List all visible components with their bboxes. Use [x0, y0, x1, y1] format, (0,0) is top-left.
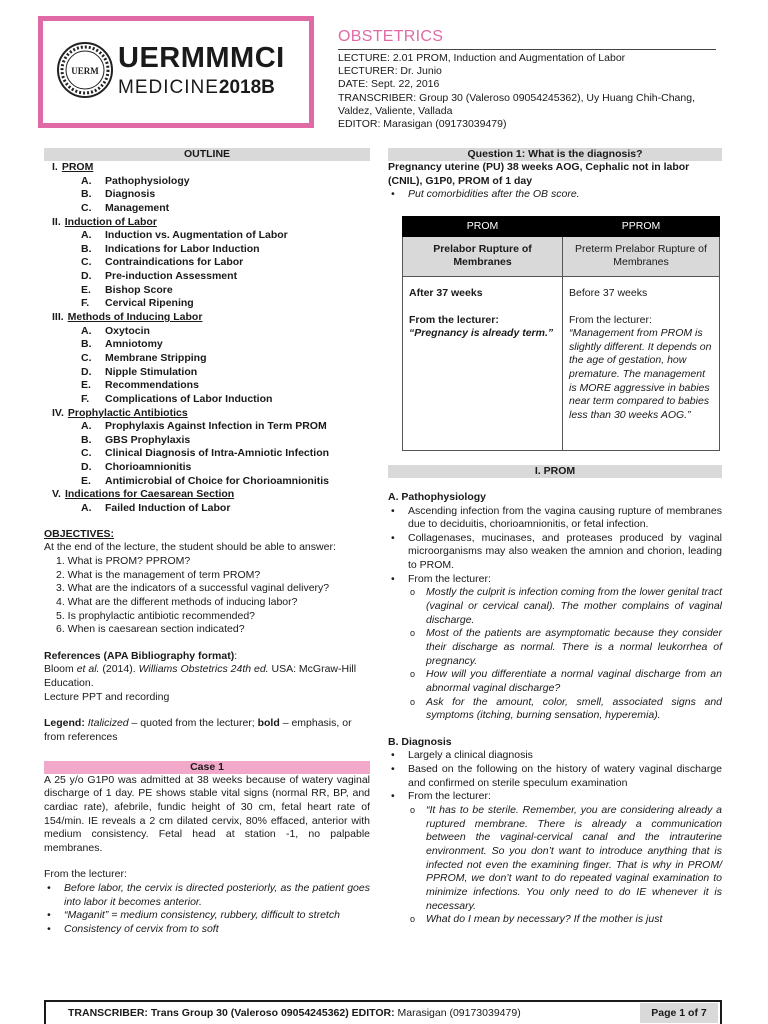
prom-heading: I. PROM: [388, 465, 722, 478]
outline-item-letter: A.: [81, 502, 92, 515]
outline-item-label: Amniotomy: [105, 338, 163, 351]
outline-item: [52, 338, 370, 352]
patho-subbullet: o Most of the patients are asymptomatic because they consider their discharge as normal. There is a normal leukorrhea of pregnancy.: [388, 627, 722, 668]
pprom-from-lecturer: From the lecturer:: [569, 313, 652, 326]
outline-section: [52, 216, 370, 230]
outline-item: [52, 270, 370, 284]
outline-item-letter: E.: [81, 474, 91, 487]
outline-item-label: Oxytocin: [105, 324, 150, 337]
diagnosis-heading: B. Diagnosis: [388, 735, 452, 748]
page-number: Page 1 of 7: [640, 1003, 718, 1023]
outline-section-title: Methods of Inducing Labor: [67, 311, 203, 324]
date-line: DATE: Sept. 22, 2016: [338, 78, 440, 91]
outline-item: [52, 475, 370, 489]
outline-item-letter: F.: [81, 297, 90, 310]
objectives-heading: OBJECTIVES:: [44, 527, 115, 540]
case-from-lecturer: From the lecturer:: [44, 868, 127, 881]
outline-item-letter: D.: [81, 461, 92, 474]
outline-item-label: Recommendations: [105, 379, 199, 392]
question-heading: Question 1: What is the diagnosis?: [388, 148, 722, 161]
pathophysiology-heading: A. Pathophysiology: [388, 490, 487, 503]
outline-item-label: Nipple Stimulation: [105, 365, 198, 378]
outline-item-letter: C.: [81, 201, 92, 214]
outline-item-letter: D.: [81, 270, 92, 283]
case-bullet: • Before labor, the cervix is directed posteriorly, as the patient goes into labor it becomes anterior.: [44, 882, 370, 909]
outline-item-letter: A.: [81, 174, 92, 187]
outline-section-title: Induction of Labor: [64, 215, 157, 228]
table-cell: Prelabor Rupture of Membranes: [403, 236, 563, 276]
left-column: [44, 148, 370, 937]
outline-item-label: Contraindications for Labor: [105, 256, 244, 269]
outline-item-letter: A.: [81, 420, 92, 433]
outline-heading: OUTLINE: [44, 148, 370, 161]
outline-section: [52, 161, 370, 175]
outline-item-letter: B.: [81, 433, 92, 446]
university-seal-icon: [56, 30, 114, 110]
outline-item-letter: A.: [81, 324, 92, 337]
brand-subtitle: MEDICINE2018B: [118, 77, 275, 98]
outline-item-label: Management: [105, 201, 170, 214]
outline-item: [52, 243, 370, 257]
case-bullet: • “Maganit” = medium consistency, rubbery, difficult to stretch: [44, 909, 370, 923]
patho-subbullet: o Mostly the culprit is infection coming from the lower genital tract (vaginal or cervical canal). The mother complains of vaginal discharge.: [388, 586, 722, 627]
objectives-list: [44, 555, 370, 637]
outline-item: [52, 202, 370, 216]
patho-bullet: • Ascending infection from the vagina causing rupture of membranes due to deciduitis, chorioamnionitis, or fetal infection.: [388, 505, 722, 532]
outline-item-label: Induction vs. Augmentation of Labor: [105, 229, 288, 242]
outline-item-label: Clinical Diagnosis of Intra-Amniotic Infection: [105, 447, 330, 460]
outline-section-number: III.: [52, 311, 64, 324]
outline-item-label: Bishop Score: [105, 283, 173, 296]
diagnosis-subbullet: o What do I mean by necessary? If the mother is just: [388, 913, 722, 927]
outline-item-letter: D.: [81, 365, 92, 378]
objective-item: 6. When is caesarean section indicated?: [56, 623, 245, 636]
outline-item-letter: C.: [81, 447, 92, 460]
outline-item: [52, 461, 370, 475]
diagnosis-bullet: • From the lecturer:: [388, 790, 722, 804]
outline-item-letter: B.: [81, 242, 92, 255]
diagnosis-bullet: • Largely a clinical diagnosis: [388, 749, 722, 763]
subject-title: OBSTETRICS: [338, 28, 444, 45]
outline-item-letter: B.: [81, 338, 92, 351]
table-cell: [403, 276, 563, 450]
objective-item: 3. What are the indicators of a successful vaginal delivery?: [56, 582, 330, 595]
lecture-line: LECTURE: 2.01 PROM, Induction and Augmentation of Labor: [338, 52, 626, 64]
outline-section-title: Prophylactic Antibiotics: [67, 406, 188, 419]
patho-bullet: • Collagenases, mucinases, and proteases produced by vaginal microorganisms may also weaken the amnion and chorion, leading to PROM.: [388, 532, 722, 573]
prom-comparison-table: [402, 216, 720, 451]
outline-item: [52, 284, 370, 298]
reference-item: Bloom et al. (2014). Williams Obstetrics 24th ed. USA: McGraw-Hill Education.: [44, 663, 357, 690]
outline-item-label: Diagnosis: [105, 188, 156, 201]
outline-section-number: IV.: [52, 406, 64, 419]
references-heading: References (APA Bibliography format):: [44, 649, 238, 662]
outline-item: [52, 297, 370, 311]
outline-item-letter: E.: [81, 379, 91, 392]
outline-item: [52, 420, 370, 434]
outline-item-label: GBS Prophylaxis: [105, 433, 191, 446]
prom-timing: After 37 weeks: [409, 286, 483, 299]
brand-title: UERMMMCI: [118, 42, 285, 74]
outline-section-number: I.: [52, 161, 58, 173]
case-text: A 25 y/o G1P0 was admitted at 38 weeks because of watery vaginal discharge of 1 day. PE shows stable vital signs (normal RR, BP, and cardiac rate), afebrile, fundic height of 30 cm, fetal heart rate of 154/min. IE reveals a 2 cm dilated cervix, 80% effaced, anterior with medium consistency. Fetal head at station -1, no palpable membranes.: [44, 773, 370, 854]
objective-item: 2. What is the management of term PROM?: [56, 568, 261, 581]
legend: Legend: Italicized – quoted from the lecturer; bold – emphasis, or from references: [44, 717, 352, 743]
outline-item: [52, 352, 370, 366]
outline-section-number: II.: [52, 215, 61, 228]
outline-section: [52, 407, 370, 421]
objective-item: 1. What is PROM? PPROM?: [56, 554, 191, 567]
outline-item: [52, 325, 370, 339]
outline-item-label: Complications of Labor Induction: [105, 392, 273, 405]
outline-item: [52, 393, 370, 407]
table-header: PROM: [403, 216, 563, 236]
outline-item: [52, 379, 370, 393]
prom-from-lecturer: From the lecturer:: [409, 313, 499, 326]
outline-item-letter: C.: [81, 351, 92, 364]
table-cell: Preterm Prelabor Rupture of Membranes: [563, 236, 720, 276]
outline-item: [52, 188, 370, 202]
diagnosis-bullet: • Based on the following on the history of watery vaginal discharge and confirmed on sterile speculum examination: [388, 763, 722, 790]
case-bullet: • Consistency of cervix from to soft: [44, 923, 370, 937]
outline-item: [52, 434, 370, 448]
lecture-info: [338, 52, 718, 131]
editor-line: EDITOR: Marasigan (09173039479): [338, 118, 507, 131]
outline-item-label: Failed Induction of Labor: [105, 502, 231, 515]
svg-text:UERM: UERM: [71, 66, 99, 76]
outline-item-label: Cervical Ripening: [105, 297, 194, 310]
patho-subbullet: o Ask for the amount, color, smell, associated signs and symptoms (itching, burning sensation, hyperemia).: [388, 696, 722, 723]
table-header: PPROM: [563, 216, 720, 236]
outline-item-label: Antimicrobial of Choice for Chorioamnionitis: [105, 474, 330, 487]
outline-item: [52, 229, 370, 243]
outline-item-label: Chorioamnionitis: [105, 461, 192, 474]
question-answer: Pregnancy uterine (PU) 38 weeks AOG, Cephalic not in labor (CNIL), G1P0, PROM of 1 day: [388, 161, 690, 187]
outline-section-title: Indications for Caesarean Section: [64, 488, 235, 501]
outline-item-letter: F.: [81, 392, 90, 405]
patho-subbullet: o How will you differentiate a normal vaginal discharge from an abnormal vaginal discharge?: [388, 668, 722, 695]
outline-item-letter: B.: [81, 188, 92, 201]
outline-item-letter: C.: [81, 256, 92, 269]
outline-section-title: PROM: [61, 161, 94, 173]
footer-text: TRANSCRIBER: Trans Group 30 (Valeroso 09054245362) EDITOR: Marasigan (09173039479): [68, 1007, 521, 1019]
objective-item: 5. Is prophylactic antibiotic recommended?: [56, 609, 256, 622]
prom-quote: “Pregnancy is already term.”: [409, 327, 554, 340]
pprom-timing: Before 37 weeks: [569, 286, 648, 299]
objectives-intro: At the end of the lecture, the student should be able to answer:: [44, 541, 336, 554]
table-cell: [563, 276, 720, 450]
outline-section-number: V.: [52, 488, 61, 501]
outline-list: [52, 161, 370, 516]
right-column: [388, 148, 722, 927]
outline-section: [52, 311, 370, 325]
patho-bullet: • From the lecturer:: [388, 573, 722, 587]
question-bullet: • Put comorbidities after the OB score.: [388, 188, 722, 202]
outline-item-label: Prophylaxis Against Infection in Term PROM: [105, 420, 327, 433]
outline-item-label: Membrane Stripping: [105, 351, 207, 364]
outline-item-label: Indications for Labor Induction: [105, 242, 260, 255]
outline-item: [52, 502, 370, 516]
outline-item-label: Pre-induction Assessment: [105, 270, 238, 283]
case-heading: Case 1: [44, 761, 370, 774]
lecturer-line: LECTURER: Dr. Junio: [338, 65, 442, 78]
outline-item: [52, 366, 370, 380]
outline-item-letter: E.: [81, 283, 91, 296]
header-divider: [338, 49, 716, 50]
outline-item: [52, 256, 370, 270]
outline-item: [52, 175, 370, 189]
reference-item: Lecture PPT and recording: [44, 690, 170, 703]
outline-item-letter: A.: [81, 229, 92, 242]
outline-item-label: Pathophysiology: [105, 174, 190, 187]
pprom-quote: “Management from PROM is slightly different. It depends on the age of gestation, how premature. The management is MORE aggressive in babies near term compared to babies less than 30 weeks AOG.”: [569, 327, 712, 422]
outline-section: [52, 488, 370, 502]
transcriber-line: TRANSCRIBER: Group 30 (Valeroso 09054245362), Uy Huang Chih-Chang, Valdez, Valiente, Vallada: [338, 91, 695, 117]
objective-item: 4. What are the different methods of inducing labor?: [56, 595, 298, 608]
diagnosis-subbullet: o “It has to be sterile. Remember, you are considering already a ruptured membrane. There is already a communication between the vaginal-cervical canal and the intrauterine environment. So you don’t want to introduce anything that is infected not even the examining finger. That is why in PROM/ PPROM, we don’t want to do repeated vaginal examination to minimize infections. You only need to do IE whenever it is necessary.: [388, 804, 722, 913]
outline-item: [52, 447, 370, 461]
